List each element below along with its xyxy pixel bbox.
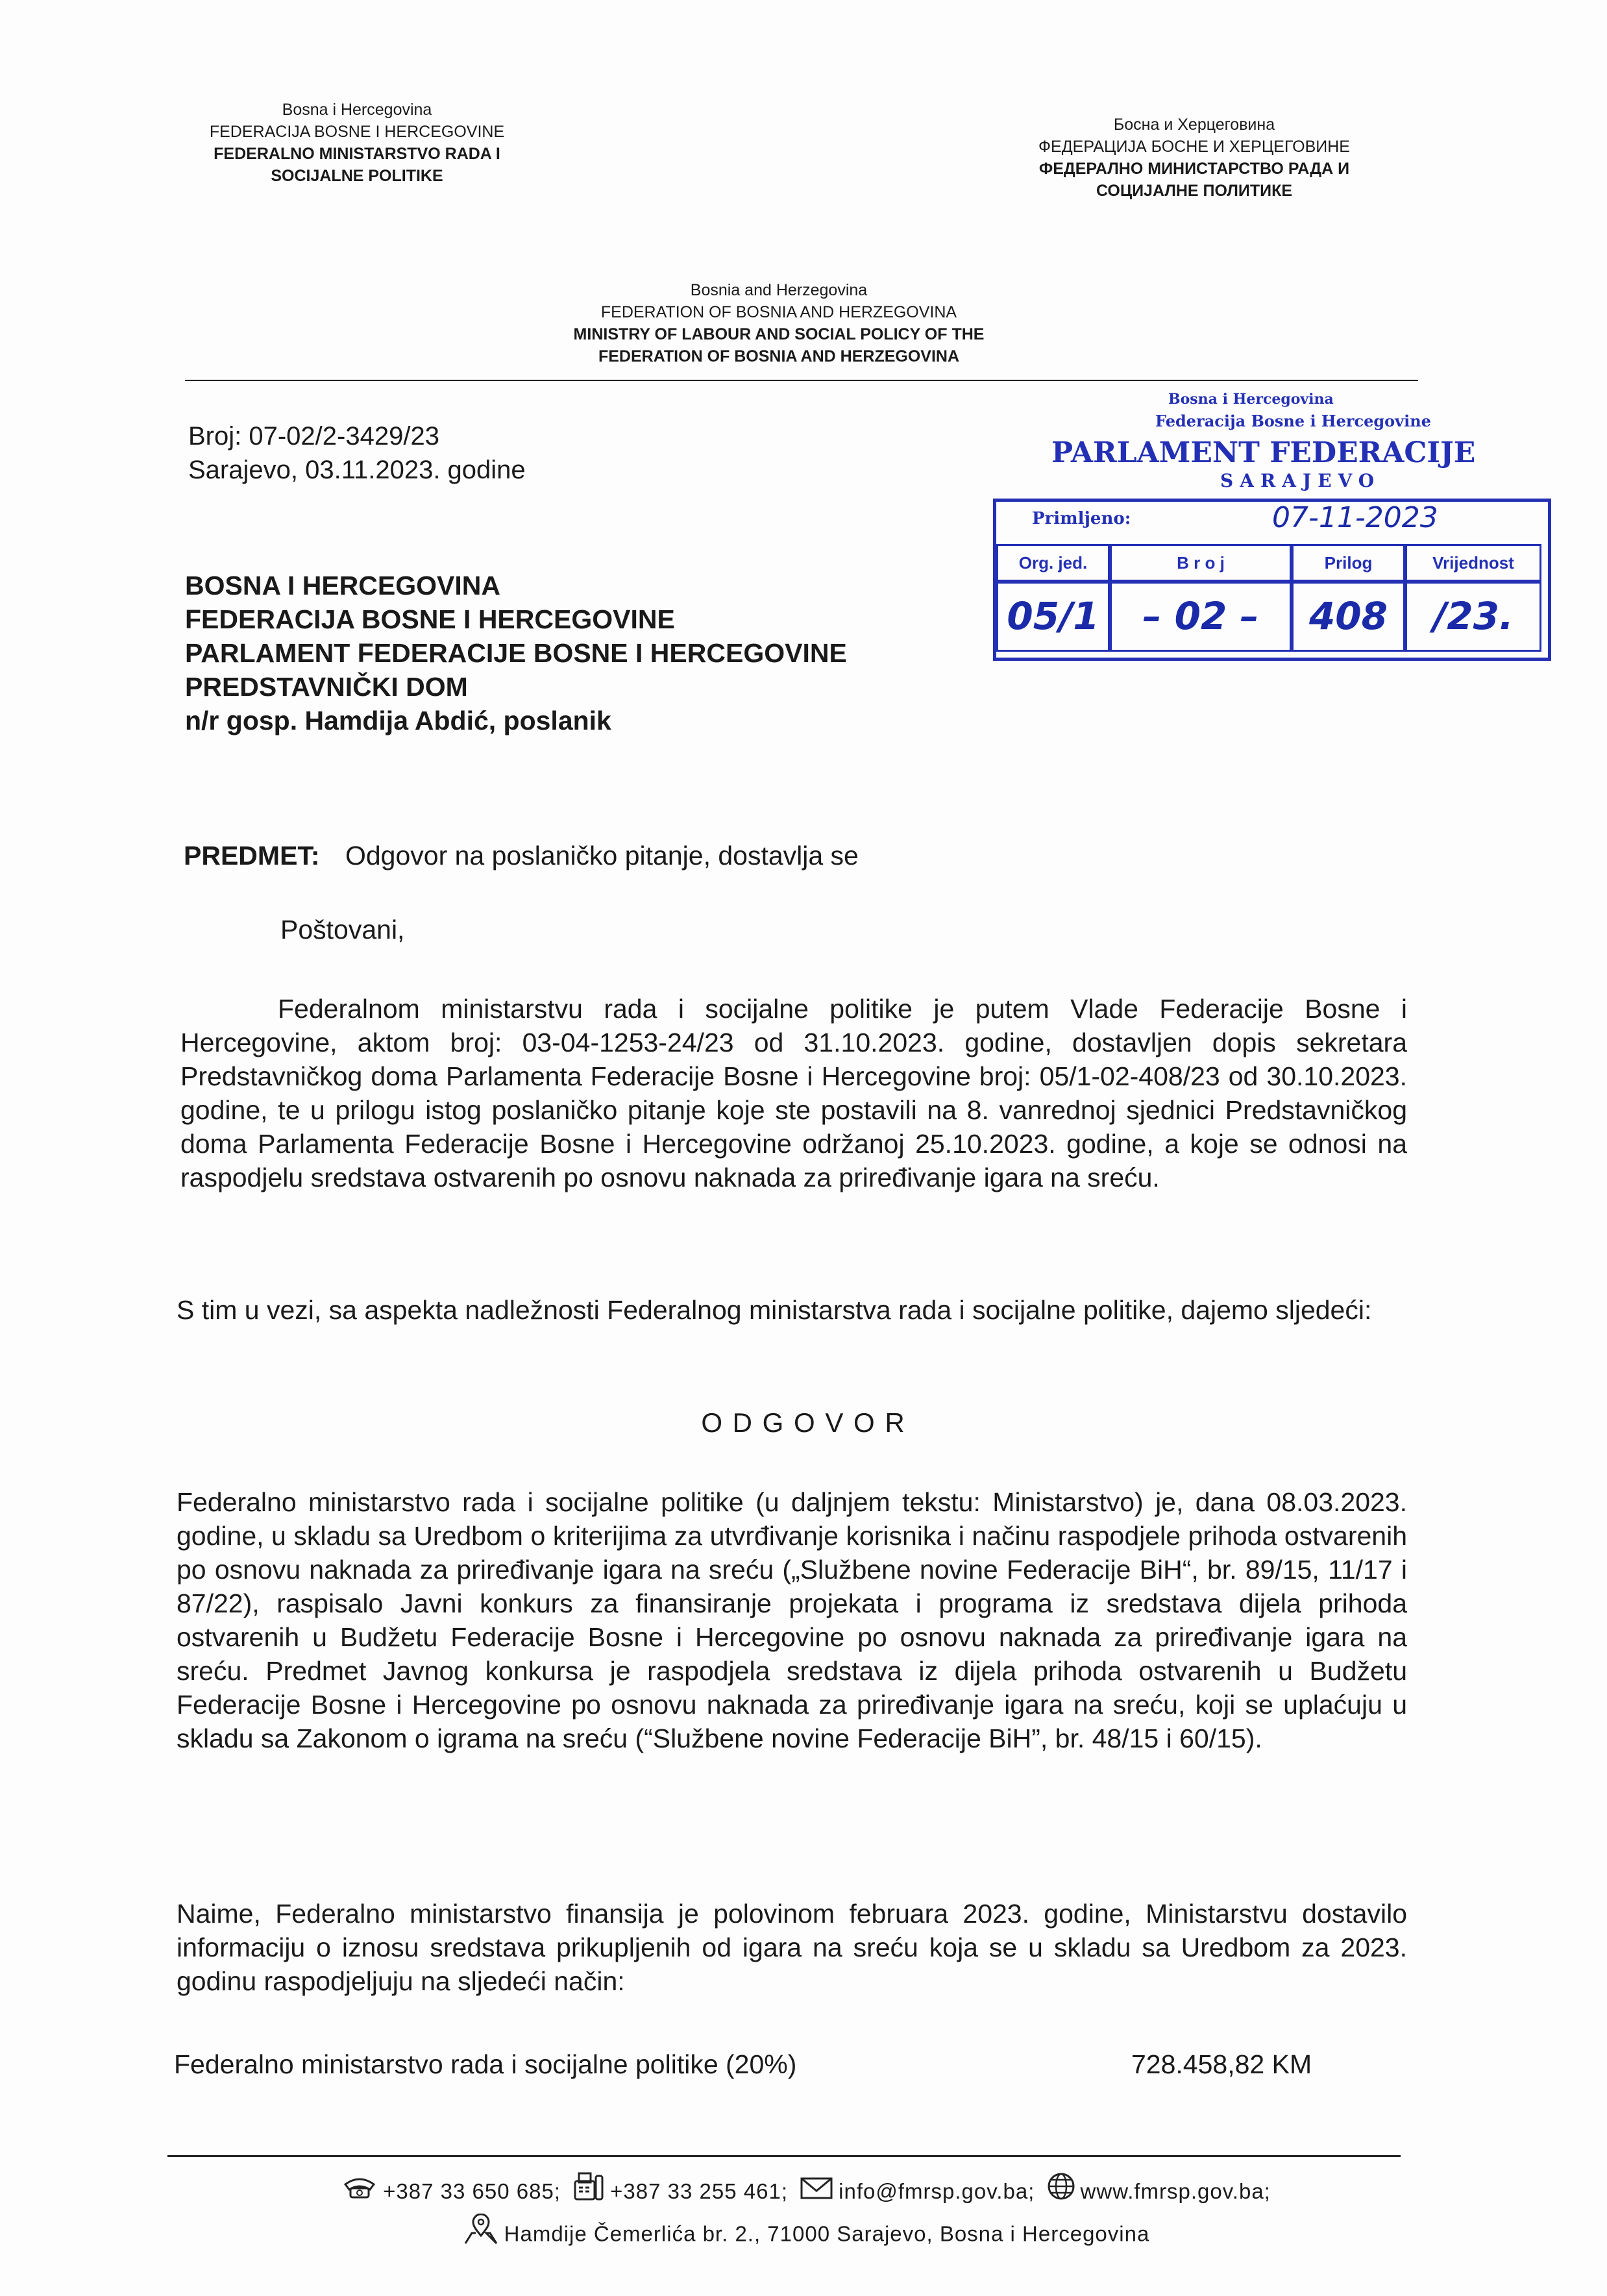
paragraph-context-text: S tim u vezi, sa aspekta nadležnosti Federalnog ministarstva rada i socijalne politike, dajemo sljedeći:: [177, 1295, 1372, 1325]
allocation-amount: 728.458,82 KM: [1131, 2049, 1312, 2079]
header-en-line1: Bosnia and Herzegovina: [690, 281, 868, 299]
header-bs-line3: FEDERALNO MINISTARSTVO RADA I: [214, 145, 500, 163]
email-icon: [800, 2173, 833, 2213]
globe-icon: [1047, 2172, 1075, 2214]
stamp-line2: Federacija Bosne i Hercegovine: [1155, 412, 1431, 430]
stamp-val-org-text: 05/1: [1007, 594, 1099, 638]
stamp-col-prilog: [1292, 544, 1405, 582]
stamp-col-broj-label: B r o j: [1177, 553, 1225, 573]
paragraph-intro: [180, 992, 1407, 1194]
reference-number: Broj: 07-02/2-3429/23: [188, 422, 439, 451]
footer-contacts: [0, 2171, 1607, 2214]
phone-icon: [341, 2173, 378, 2213]
footer-website[interactable]: www.fmrsp.gov.ba;: [1080, 2179, 1271, 2203]
header-bs-line4: SOCIJALNE POLITIKE: [271, 167, 443, 185]
footer-divider: [167, 2155, 1401, 2157]
subject-text: Odgovor na poslaničko pitanje, dostavlja se: [345, 841, 859, 870]
stamp-val-vrijednost: [1405, 582, 1541, 652]
header-en-line3: MINISTRY OF LABOUR AND SOCIAL POLICY OF THE: [573, 325, 985, 343]
stamp-col-vrijednost: [1405, 544, 1541, 582]
paragraph-answer: [177, 1485, 1407, 1755]
paragraph-context: [177, 1293, 1407, 1327]
header-sr-line1: Босна и Херцеговина: [1113, 116, 1275, 134]
stamp-line4: SARAJEVO: [1220, 470, 1381, 491]
stamp-val-org: [996, 582, 1110, 652]
stamp-val-broj-text: – 02 –: [1142, 594, 1259, 638]
stamp-col-org: [996, 544, 1110, 582]
stamp-col-broj: [1110, 544, 1292, 582]
stamp-received-date: 07-11-2023: [1272, 501, 1438, 534]
allocation-row: [174, 2047, 1407, 2081]
footer-phone: +387 33 650 685;: [383, 2179, 561, 2203]
stamp-col-vrijednost-label: Vrijednost: [1432, 553, 1514, 573]
addressee-line2: FEDERACIJA BOSNE I HERCEGOVINE: [185, 604, 675, 634]
subject-line: [184, 839, 859, 872]
footer-email[interactable]: info@fmrsp.gov.ba;: [839, 2179, 1035, 2203]
header-bosnian: [156, 99, 558, 187]
paragraph-finance-text: Naime, Federalno ministarstvo finansija je polovinom februara 2023. godine, Ministarstvu dostavilo informaciju o iznosu sredstava prikupljenih od igara na sreću koja se u skladu sa Uredbom za 2023. godinu raspodjeljuju na sljedeći način:: [177, 1899, 1407, 1996]
allocation-label: Federalno ministarstvo rada i socijalne politike (20%): [174, 2049, 797, 2079]
addressee-line3: PARLAMENT FEDERACIJE BOSNE I HERCEGOVINE: [185, 638, 847, 668]
subject-label: PREDMET:: [184, 841, 320, 870]
document-meta: [188, 419, 526, 487]
footer-address-row: [0, 2214, 1607, 2258]
answer-heading: O D G O V O R: [701, 1407, 906, 1438]
stamp-line1: Bosna i Hercegovina: [1168, 391, 1334, 408]
header-sr-line3: ФЕДЕРАЛНО МИНИСТАРСТВО РАДА И: [1038, 160, 1350, 178]
paragraph-finance: [177, 1897, 1407, 1998]
footer-address: Hamdije Čemerlića br. 2., 71000 Sarajevo, Bosna i Hercegovina: [504, 2222, 1150, 2246]
stamp-val-broj: [1110, 582, 1292, 652]
footer: [0, 2171, 1607, 2258]
header-divider: [185, 380, 1418, 381]
header-sr-line4: СОЦИЈАЛНЕ ПОЛИТИКЕ: [1096, 182, 1293, 200]
stamp-col-prilog-label: Prilog: [1324, 553, 1373, 573]
stamp-val-vrijednost-text: /23.: [1433, 594, 1514, 638]
stamp-val-prilog-text: 408: [1308, 594, 1388, 638]
header-bs-line2: FEDERACIJA BOSNE I HERCEGOVINE: [209, 123, 505, 141]
paragraph-answer-text: Federalno ministarstvo rada i socijalne politike (u daljnjem tekstu: Ministarstvo) je, dana 08.03.2023. godine, u skladu sa Uredbom o kriterijima za utvrđivanje korisnika i načinu raspodjele prihoda ostvarenih po osnovu naknada za priređivanje igara na sreću („Službene novine Federacije BiH“, br. 89/15, 11/17 i 87/22), raspisalo Javni konkurs za finansiranje projekata i programa iz sredstava dijela prihoda ostvarenih u Budžetu Federacije Bosne i Hercegovine po osnovu naknada za priređivanje igara na sreću. Predmet Javnog konkursa je raspodjela sredstava iz dijela prihoda ostvarenih u Budžetu Federacije Bosne i Hercegovine po osnovu naknada za priređivanje igara na sreću, koji se uplaćuju u skladu sa Zakonom o igrama na sreću (“Službene novine Federacije BiH”, br. 48/15 i 60/15).: [177, 1487, 1407, 1753]
addressee-block: [185, 569, 847, 737]
footer-fax: +387 33 255 461;: [610, 2179, 788, 2203]
header-bs-line1: Bosna i Hercegovina: [282, 101, 432, 119]
addressee-line5: n/r gosp. Hamdija Abdić, poslanik: [185, 706, 611, 735]
addressee-line1: BOSNA I HERCEGOVINA: [185, 571, 500, 600]
stamp-val-prilog: [1292, 582, 1405, 652]
document-date: Sarajevo, 03.11.2023. godine: [188, 456, 526, 484]
header-english: [493, 279, 1064, 367]
stamp-received-label: Primljeno:: [1032, 509, 1131, 528]
paragraph-intro-text: Federalnom ministarstvu rada i socijalne politike je putem Vlade Federacije Bosne i Hercegovine, aktom broj: 03-04-1253-24/23 od 31.10.2023. godine, dostavljen dopis sekretara Predstavničkog doma Parlamenta Federacije Bosne i Hercegovine broj: 05/1-02-408/23 od 30.10.2023. godine, te u prilogu istog poslaničko pitanje koje ste postavili na 8. vanrednoj sjednici Predstavničkog doma Parlamenta Federacije Bosne i Hercegovine održanoj 25.10.2023. godine, a koje se odnosi na raspodjelu sredstava ostvarenih po osnovu naknada za priređivanje igara na sreću.: [180, 994, 1407, 1192]
stamp-line3: PARLAMENT FEDERACIJE: [1051, 436, 1476, 469]
location-pin-icon: [463, 2214, 499, 2258]
fax-icon: [572, 2172, 605, 2214]
header-cyrillic: [961, 114, 1428, 202]
addressee-line4: PREDSTAVNIČKI DOM: [185, 672, 468, 702]
header-sr-line2: ФЕДЕРАЦИЈА БОСНЕ И ХЕРЦЕГОВИНЕ: [1038, 138, 1350, 156]
greeting: Poštovani,: [280, 915, 405, 944]
header-en-line4: FEDERATION OF BOSNIA AND HERZEGOVINA: [598, 347, 960, 365]
header-en-line2: FEDERATION OF BOSNIA AND HERZEGOVINA: [600, 303, 957, 321]
stamp-col-org-label: Org. jed.: [1018, 553, 1088, 573]
